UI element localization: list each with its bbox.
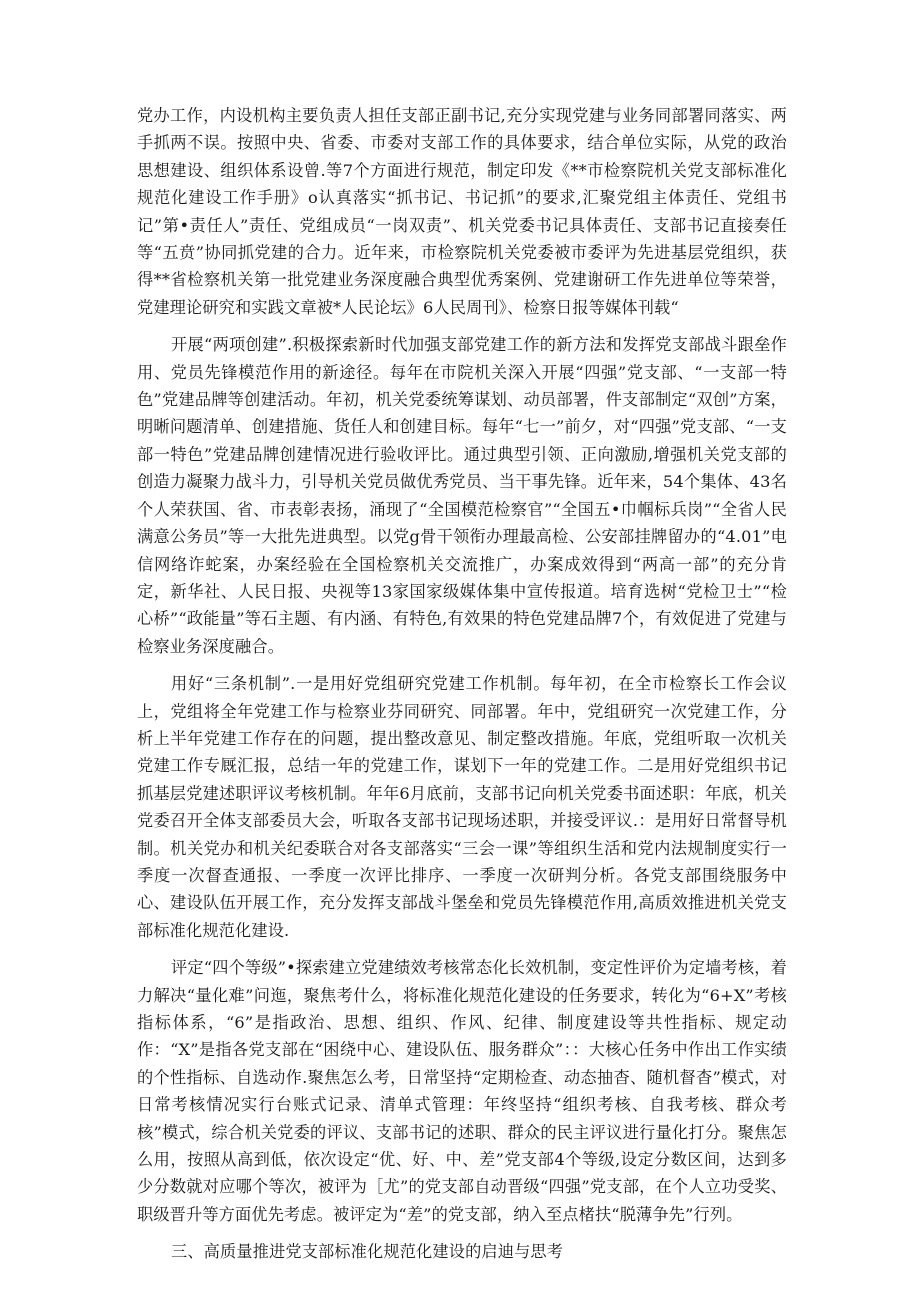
section-heading: 三、高质量推进党支部标准化规范化建设的启迪与思考 [171,1242,564,1262]
paragraph-two-creations: 开展“两项创建”.积极探索新时代加强支部党建工作的新方法和发挥党支部战斗跟垒作用、党员先锋模范作用的新途径。每年在市院机关深入开展“四强”党支部、“一支部一特色”党建品牌等创建活动。年初，机关党委统筹谋划、动员部署，件支部制定“双创”方案，明晰问题清单、创建措施、货任人和创建目标。每年“七一”前夕，对“四强”党支部、“一支部一特色”党建品牌创建情况进行验收评比。通过典型引领、正向激励,增强机关党支部的创造力凝聚力战斗力，引导机关党员做优秀党员、当干事先锋。近年来，54个集体、43名个人荣获国、省、市表彰表扬，涌现了“全国模范检察官”“全国五•巾帼标兵岗”“全省人民满意公务员”等一大批先进典型。以党g骨干领衔办理最高检、公安部挂牌留办的“4.01”电信网络诈蛇案，办案经验在全国检察机关交流推广，办案成效得到“两高一部”的充分肯定，新华社、人民日报、央视等13家国家级媒体集中宣传报道。培育选树“党检卫士”“检心桥”“政能量”等石主题、有内涵、有特色,有效果的特色党建品牌7个，有效促进了党建与检察业务深度融合。 [137,335,787,656]
paragraph-four-grades: 评定“四个等级”•探索建立党建绩效考核常态化长效机制，变定性评价为定墙考核，着力解决“量化难”问迤，聚焦考什么，将标准化规范化建设的任务要求，转化为“6+X”考核指标体系，“6”是指政治、思想、组织、作风、纪律、制度建设等共性指标、规定动作：“X”是指各党支部在“困绕中心、建设队伍、服务群众”：：大核心任务中作出工作实绩的个性指标、自选动作.聚焦怎么考，日常坚持“定期检查、动态抽杳、随机督杳”模式，对日常考核情况实行台账式记录、清单式管理：年终坚持“组织考核、自我考核、群众考核”模式，综合机关党委的评议、支部书记的述职、群众的民主评议进行量化打分。聚焦怎么用，按照从高到低，依次设定“优、好、中、差”党支部4个等级,设定分数区间，达到多少分数就对应哪个等次，被评为［尤”的党支部自动晋级“四强”党支部，在个人立功受奖、职级晋升等方面优先考虑。被评定为“差”的党支部，纳入至点楮扶“脱薄争先”行列。 [137,958,787,1224]
paragraph-party-office: 党办工作，内设机构主要负责人担任支部正副书记,充分实现党建与业务同部署同落实、两手抓两不误。按照中央、省委、市委对支部工作的具体要求，结合单位实际，从党的政治思想建设、组织体系设曾.等7个方面进行规范，制定印发《**市检察院机关党支部标准化规范化建设工作手册》o认真落实“抓书记、书记抓”的要求,汇聚党组主体责任、党组书记”第•责任人”责任、党组成员“一岗双责”、机关党委书记具体责任、支部书记直接奏任等“五贲”协同抓党建的合力。近年来，市检察院机关党委被市委评为先进基层党组织，获得**省检察机关第一批党建业务深度融合典型优秀案例、党建谢研工作先进单位等荣誉，党建理论研究和实践文章被*人民论坛》6人民周刊》、检察日报等媒体刊载“ [137,106,787,317]
paragraph-three-mechanisms: 用好“三条机制”.一是用好党组研究党建工作机制。每年初，在全市检察长工作会议上，党组将全年党建工作与检察业芬同研究、同部署。年中，党组研究一次党建工作，分析上半年党建工作存在的问题，提出整改意见、制定整改措施。年底，党组听取一次机关党建工作专厩汇报，总结一年的党建工作，谋划下一年的党建工作。二是用好党组织书记抓基层党建述职评议考核机制。年年6月底前，支部书记向机关党委书面述职：年底，机关党委召开全体支部委员大会，听取各支部书记现场述职，并接受评议.：是用好日常督导机制。机关党办和机关纪委联合对各支部落实“三会一课”等组织生活和党内法规制度实行一季度一次督查通报、一季度一次评比排序、一季度一次研判分析。各党支部围绕服务中心、建设队伍开展工作，充分发挥支部战斗堡垒和党员先锋模范作用,高质效推进机关党支部标准化规范化建设. [137,674,787,940]
document-page [137,102,787,1276]
